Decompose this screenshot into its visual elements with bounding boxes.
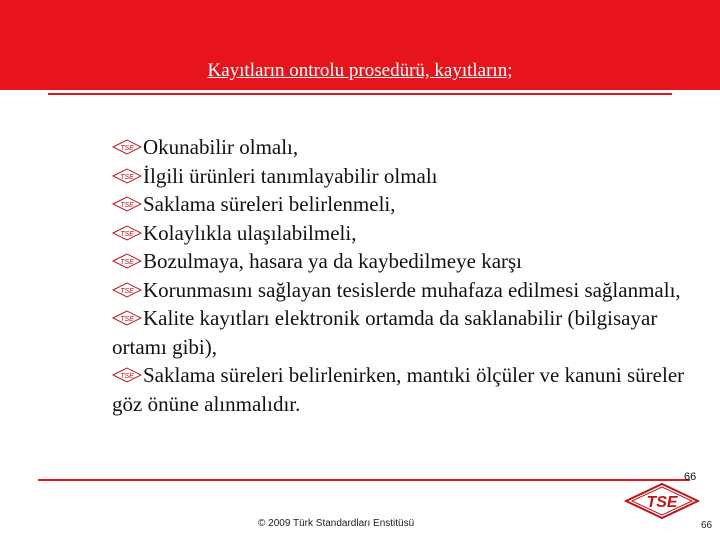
tse-logo-icon xyxy=(112,196,142,212)
list-item-text: Kalite kayıtları elektronik ortamda da saklanabilir (bilgisayar ortamı gibi), xyxy=(112,306,658,359)
logo-text: TSE xyxy=(646,494,678,511)
tse-footer-logo xyxy=(624,482,700,520)
svg-text:TSE: TSE xyxy=(120,173,134,181)
tse-logo-icon xyxy=(112,225,142,241)
list-item xyxy=(112,361,702,418)
tse-logo-icon xyxy=(112,168,142,184)
list-item xyxy=(112,162,702,191)
svg-text:TSE: TSE xyxy=(120,373,134,381)
tse-logo-icon xyxy=(112,253,142,269)
tse-logo-icon xyxy=(112,310,142,326)
svg-text:TSE: TSE xyxy=(120,230,134,238)
list-item-text: Bozulmaya, hasara ya da kaybedilmeye karşı xyxy=(143,249,523,273)
header-bar xyxy=(0,0,720,90)
svg-text:TSE: TSE xyxy=(120,259,134,267)
list-item-text: Saklama süreleri belirlenirken, mantıki ölçüler ve kanuni süreler göz önüne alınmalıdır. xyxy=(112,363,685,416)
list-item xyxy=(112,190,702,219)
svg-text:TSE: TSE xyxy=(120,202,134,210)
tse-logo-icon xyxy=(112,367,142,383)
list-item-text: Saklama süreleri belirlenmeli, xyxy=(143,192,396,216)
svg-text:TSE: TSE xyxy=(120,145,134,153)
list-item-text: Korunmasını sağlayan tesislerde muhafaza edilmesi sağlanmalı, xyxy=(143,277,681,302)
list-item xyxy=(112,219,702,248)
page-number: 66 xyxy=(701,520,713,531)
svg-text:TSE: TSE xyxy=(120,287,134,295)
list-item-text: İlgili ürünleri tanımlayabilir olmalı xyxy=(143,163,438,188)
tse-logo-icon xyxy=(112,282,142,298)
tse-logo-icon xyxy=(112,139,142,155)
top-divider xyxy=(48,93,672,95)
list-item xyxy=(112,247,702,276)
list-item xyxy=(112,276,702,305)
list-item-text: Okunabilir olmalı, xyxy=(143,135,299,159)
slide-title: Kayıtların ontrolu prosedürü, kayıtların; xyxy=(207,60,513,81)
list-item-text: Kolaylıkla ulaşılabilmeli, xyxy=(143,220,357,245)
bullet-list xyxy=(112,133,702,418)
list-item xyxy=(112,133,702,162)
slide-number-overlay: 66 xyxy=(684,471,697,483)
svg-text:TSE: TSE xyxy=(120,316,134,324)
bottom-divider xyxy=(38,479,690,481)
list-item xyxy=(112,304,702,361)
copyright-text: © 2009 Türk Standardları Enstitüsü xyxy=(258,518,415,529)
